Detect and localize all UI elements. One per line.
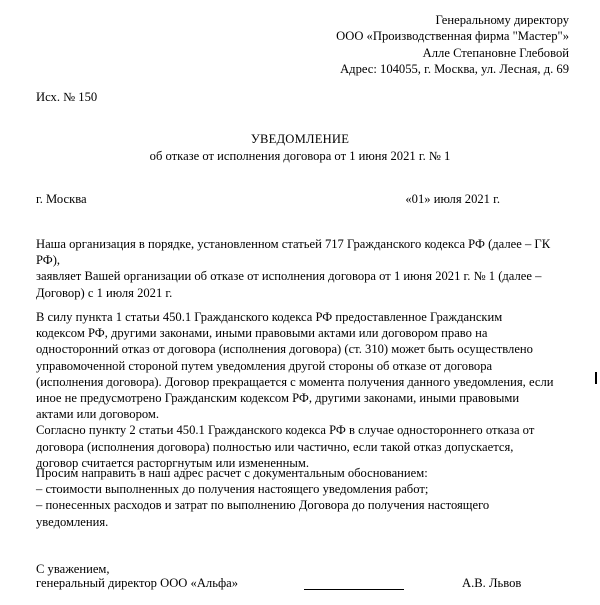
text-line: договора (исполнения договора) полностью или частично, если такой отказ допускается, [36, 439, 514, 454]
addressee-position: Генеральному директору [435, 13, 569, 27]
signer-name: А.В. Львов [462, 576, 522, 590]
text-line: иное не предусмотрено Гражданским кодексом РФ, другими законами, иными правовыми [36, 391, 520, 406]
text-line: Наша организация в порядке, установленном статьей 717 Гражданского кодекса РФ (далее – ГК [36, 237, 551, 251]
city: г. Москва [36, 192, 87, 206]
text-line: – стоимости выполненных до получения настоящего уведомления работ; [36, 482, 429, 497]
text-line: (исполнения договора). Договор прекращается с момента получения данного уведомления, если [36, 374, 554, 389]
signer-role: генеральный директор ООО «Альфа» [36, 576, 238, 590]
text-line: договор считается расторгнутым или измененным. [36, 455, 309, 470]
text-line: кодексом РФ, другими законами, иными правовыми актами или договором право на [36, 326, 488, 341]
paragraph-notice [36, 236, 568, 301]
title-block [0, 131, 600, 165]
addressee-address: Адрес: 104055, г. Москва, ул. Лесная, д. 69 [340, 62, 569, 77]
text-cursor [595, 372, 597, 384]
text-line: Договор) с 1 июля 2021 г. [36, 285, 173, 300]
outgoing-number: Исх. № 150 [36, 90, 98, 104]
text-line: В силу пункта 1 статьи 450.1 Гражданского кодекса РФ предоставленное Гражданским [36, 310, 503, 324]
text-line: – понесенных расходов и затрат по выполнению Договора до получения настоящего [36, 498, 490, 513]
paragraph-request [36, 465, 568, 530]
addressee-person: Алле Степановне Глебовой [422, 45, 569, 60]
addressee-company: ООО «Производственная фирма "Мастер"» [336, 29, 569, 44]
document-title: УВЕДОМЛЕНИЕ [250, 132, 350, 146]
text-line: Просим направить в наш адрес расчет с документальным обоснованием: [36, 466, 428, 480]
text-line: заявляет Вашей организации об отказе от исполнения договора от 1 июня 2021 г. № 1 (далее – [36, 269, 542, 284]
text-line: управомоченной стороной путем уведомления другой стороны об отказе от договора [36, 358, 493, 373]
paragraph-legal-basis [36, 309, 568, 471]
document-date: «01» июля 2021 г. [405, 192, 500, 206]
text-line: уведомления. [36, 514, 109, 529]
text-line: Согласно пункту 2 статьи 450.1 Гражданского кодекса РФ в случае одностороннего отказа от [36, 423, 535, 438]
document-subtitle: об отказе от исполнения договора от 1 июня 2021 г. № 1 [149, 149, 451, 163]
signature-line [304, 589, 404, 590]
text-line: односторонний отказ от договора (исполнения договора) (ст. 310) может быть осуществлено [36, 342, 533, 357]
addressee-block [336, 12, 569, 78]
text-line: актами или договором. [36, 407, 160, 422]
closing-phrase: С уважением, [36, 562, 110, 576]
text-line: РФ), [36, 253, 61, 268]
